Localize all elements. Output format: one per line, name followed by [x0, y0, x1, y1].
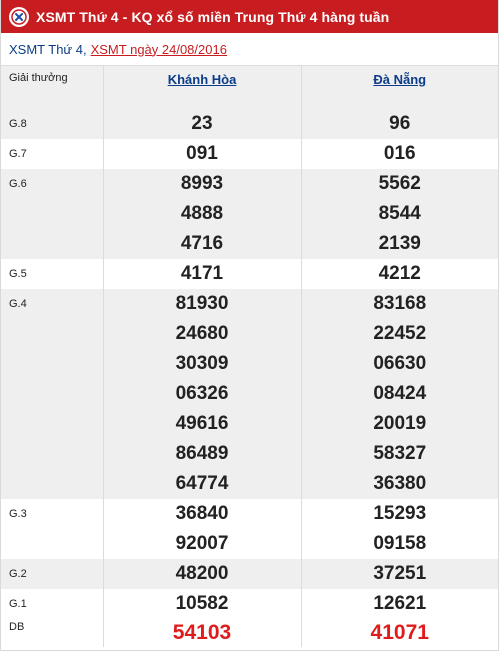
lottery-number: 2139 — [378, 233, 421, 254]
khanh-hoa-results — [103, 619, 301, 647]
results-table — [1, 66, 498, 647]
lottery-number: 36380 — [373, 473, 427, 494]
lottery-number: 48200 — [175, 563, 229, 584]
lottery-number: 4888 — [180, 203, 224, 224]
lottery-number: 4171 — [180, 263, 224, 284]
prize-label: G.3 — [1, 499, 103, 559]
province-header-khanh-hoa — [103, 66, 301, 109]
khanh-hoa-results — [103, 589, 301, 619]
lottery-number: 30309 — [175, 353, 229, 374]
table-row — [1, 499, 498, 559]
prize-label: G.1 — [1, 589, 103, 619]
province-link-khanh-hoa[interactable]: Khánh Hòa — [167, 72, 237, 87]
lottery-number: 016 — [383, 143, 416, 164]
table-row — [1, 139, 498, 169]
lottery-number: 64774 — [175, 473, 229, 494]
lottery-number: 23 — [191, 113, 213, 134]
khanh-hoa-results — [103, 499, 301, 559]
table-row — [1, 169, 498, 259]
lottery-number: 81930 — [175, 293, 229, 314]
panel-header — [1, 0, 498, 33]
lottery-number: 86489 — [175, 443, 229, 464]
page-title: XSMT Thứ 4 - KQ xổ số miền Trung Thứ 4 hàng tuần — [36, 8, 390, 25]
lottery-number: 10582 — [175, 593, 229, 614]
prize-label: G.6 — [1, 169, 103, 259]
da-nang-results — [301, 499, 498, 559]
breadcrumb — [1, 33, 498, 66]
table-row — [1, 619, 498, 647]
lottery-number: 8544 — [378, 203, 421, 224]
khanh-hoa-results — [103, 289, 301, 499]
lottery-number: 96 — [389, 113, 411, 134]
lottery-number: 49616 — [175, 413, 229, 434]
table-row — [1, 289, 498, 499]
special-prize-number: 54103 — [172, 621, 232, 644]
lottery-number: 4212 — [378, 263, 421, 284]
lottery-number: 12621 — [373, 593, 427, 614]
province-header-da-nang — [301, 66, 498, 109]
da-nang-results — [301, 559, 498, 589]
da-nang-results — [301, 139, 498, 169]
prize-label: DB — [1, 619, 103, 647]
lottery-number: 06326 — [175, 383, 229, 404]
da-nang-results — [301, 589, 498, 619]
date-link[interactable]: XSMT ngày 24/08/2016 — [90, 41, 227, 57]
da-nang-results — [301, 259, 498, 289]
khanh-hoa-results — [103, 139, 301, 169]
table-row — [1, 109, 498, 139]
table-row — [1, 559, 498, 589]
lottery-number: 22452 — [373, 323, 427, 344]
lottery-number: 4716 — [180, 233, 224, 254]
lottery-number: 83168 — [373, 293, 427, 314]
prize-label: G.8 — [1, 109, 103, 139]
da-nang-results — [301, 289, 498, 499]
lottery-number: 8993 — [180, 173, 224, 194]
prize-column-header: Giải thưởng — [1, 66, 103, 109]
lottery-number: 92007 — [175, 533, 229, 554]
khanh-hoa-results — [103, 109, 301, 139]
prize-label: G.2 — [1, 559, 103, 589]
lottery-number: 06630 — [373, 353, 427, 374]
province-link-da-nang[interactable]: Đà Nẵng — [373, 72, 427, 87]
prize-label: G.7 — [1, 139, 103, 169]
khanh-hoa-results — [103, 169, 301, 259]
lottery-number: 24680 — [175, 323, 229, 344]
lottery-number: 37251 — [373, 563, 427, 584]
xs-logo-icon — [9, 7, 29, 27]
table-header-row — [1, 66, 498, 109]
prize-label: G.5 — [1, 259, 103, 289]
lottery-number: 09158 — [373, 533, 427, 554]
khanh-hoa-results — [103, 259, 301, 289]
lottery-number: 58327 — [373, 443, 427, 464]
lottery-number: 091 — [186, 143, 218, 164]
lottery-number: 20019 — [373, 413, 427, 434]
prize-label: G.4 — [1, 289, 103, 499]
da-nang-results — [301, 619, 498, 647]
da-nang-results — [301, 109, 498, 139]
special-prize-number: 41071 — [370, 621, 429, 644]
da-nang-results — [301, 169, 498, 259]
lottery-number: 36840 — [175, 503, 229, 524]
breadcrumb-prefix: XSMT Thứ 4, — [9, 41, 87, 57]
table-row — [1, 259, 498, 289]
khanh-hoa-results — [103, 559, 301, 589]
lottery-number: 5562 — [378, 173, 421, 194]
lottery-number: 08424 — [373, 383, 427, 404]
lottery-number: 15293 — [373, 503, 427, 524]
table-row — [1, 589, 498, 619]
